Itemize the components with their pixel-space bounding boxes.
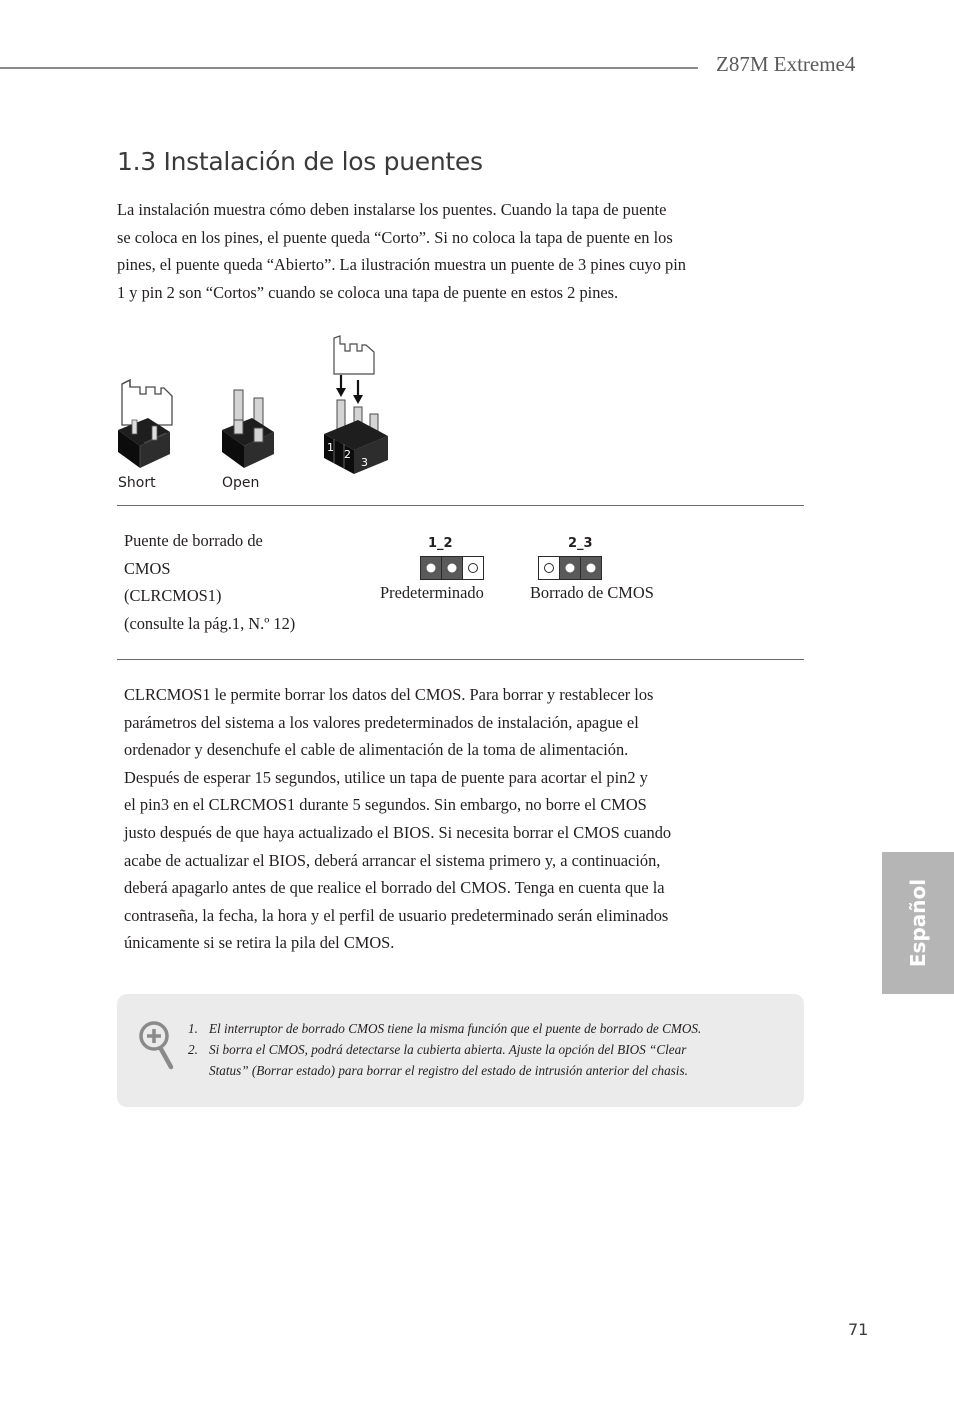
header-model-name: Z87M Extreme4 [716, 52, 856, 76]
default-caption: Predeterminado [380, 583, 484, 602]
intro-paragraph [117, 196, 757, 306]
body-line: parámetros del sistema a los valores predeterminados de instalación, apague el [124, 712, 639, 732]
note-item [188, 1039, 768, 1081]
jumper-name-line: Puente de borrado de [124, 531, 263, 550]
body-paragraph [124, 681, 764, 957]
note-list [188, 1018, 768, 1081]
clear-caption: Borrado de CMOS [530, 583, 654, 602]
clear-pin-diagram [538, 556, 602, 580]
table-bottom-rule [117, 659, 804, 660]
body-line: deberá apagarlo antes de que realice el borrado del CMOS. Tenga en cuenta que la [124, 878, 665, 898]
note-text: Si borra el CMOS, podrá detectarse la cubierta abierta. Ajuste la opción del BIOS “Clear Status” (Borrar estado) para borrar el registro del estado de intrusión anterior del chasis. [209, 1042, 688, 1078]
jumper-name-line: CMOS [124, 558, 171, 578]
body-line: únicamente si se retira la pila del CMOS. [124, 933, 395, 953]
note-number: 1. [188, 1021, 198, 1036]
pin-number-3: 3 [361, 456, 368, 469]
open-label: Open [222, 475, 260, 491]
page-number: 71 [848, 1320, 869, 1339]
jumper-name-line: (CLRCMOS1) [124, 586, 222, 606]
note-text: El interruptor de borrado CMOS tiene la misma función que el puente de borrado de CMOS. [209, 1021, 702, 1036]
note-item [188, 1018, 768, 1039]
note-number: 2. [188, 1042, 198, 1057]
header-rule [0, 67, 698, 69]
intro-line: 1 y pin 2 son “Cortos” cuando se coloca una tapa de puente en estos 2 pines. [117, 282, 619, 302]
jumper-name [124, 527, 295, 637]
jumper-illustration [112, 330, 402, 498]
body-line: ordenador y desenchufe el cable de alimentación de la toma de alimentación. [124, 740, 629, 760]
intro-line: La instalación muestra cómo deben instalarse los puentes. Cuando la tapa de puente [117, 200, 667, 219]
short-label: Short [118, 475, 156, 491]
pin-number-2: 2 [344, 448, 351, 461]
section-title: 1.3 Instalación de los puentes [117, 147, 483, 176]
clear-pins-label: 2_3 [568, 536, 593, 551]
body-line: acabe de actualizar el BIOS, deberá arrancar el sistema primero y, a continuación, [124, 850, 661, 870]
body-line: CLRCMOS1 le permite borrar los datos del CMOS. Para borrar y restablecer los [124, 685, 654, 704]
intro-line: se coloca en los pines, el puente queda “Corto”. Si no coloca la tapa de puente en los [117, 227, 673, 247]
default-pins-label: 1_2 [428, 536, 453, 551]
magnifier-plus-icon [137, 1018, 177, 1072]
pin-number-1: 1 [327, 441, 334, 454]
default-pin-diagram [420, 556, 484, 580]
language-side-tab [882, 852, 954, 994]
table-top-rule [117, 505, 804, 506]
body-line: el pin3 en el CLRCMOS1 durante 5 segundos. Sin embargo, no borre el CMOS [124, 795, 647, 815]
language-tab-label: Español [906, 878, 930, 968]
body-line: justo después de que haya actualizado el BIOS. Si necesita borrar el CMOS cuando [124, 822, 672, 842]
intro-line: pines, el puente queda “Abierto”. La ilustración muestra un puente de 3 pines cuyo pin [117, 255, 686, 275]
jumper-name-line: (consulte la pág.1, N.º 12) [124, 613, 296, 633]
body-line: contraseña, la fecha, la hora y el perfil de usuario predeterminado serán eliminados [124, 905, 669, 925]
short-jumper-graphic [118, 380, 172, 468]
body-line: Después de esperar 15 segundos, utilice un tapa de puente para acortar el pin2 y [124, 767, 648, 787]
open-jumper-graphic [222, 390, 274, 468]
